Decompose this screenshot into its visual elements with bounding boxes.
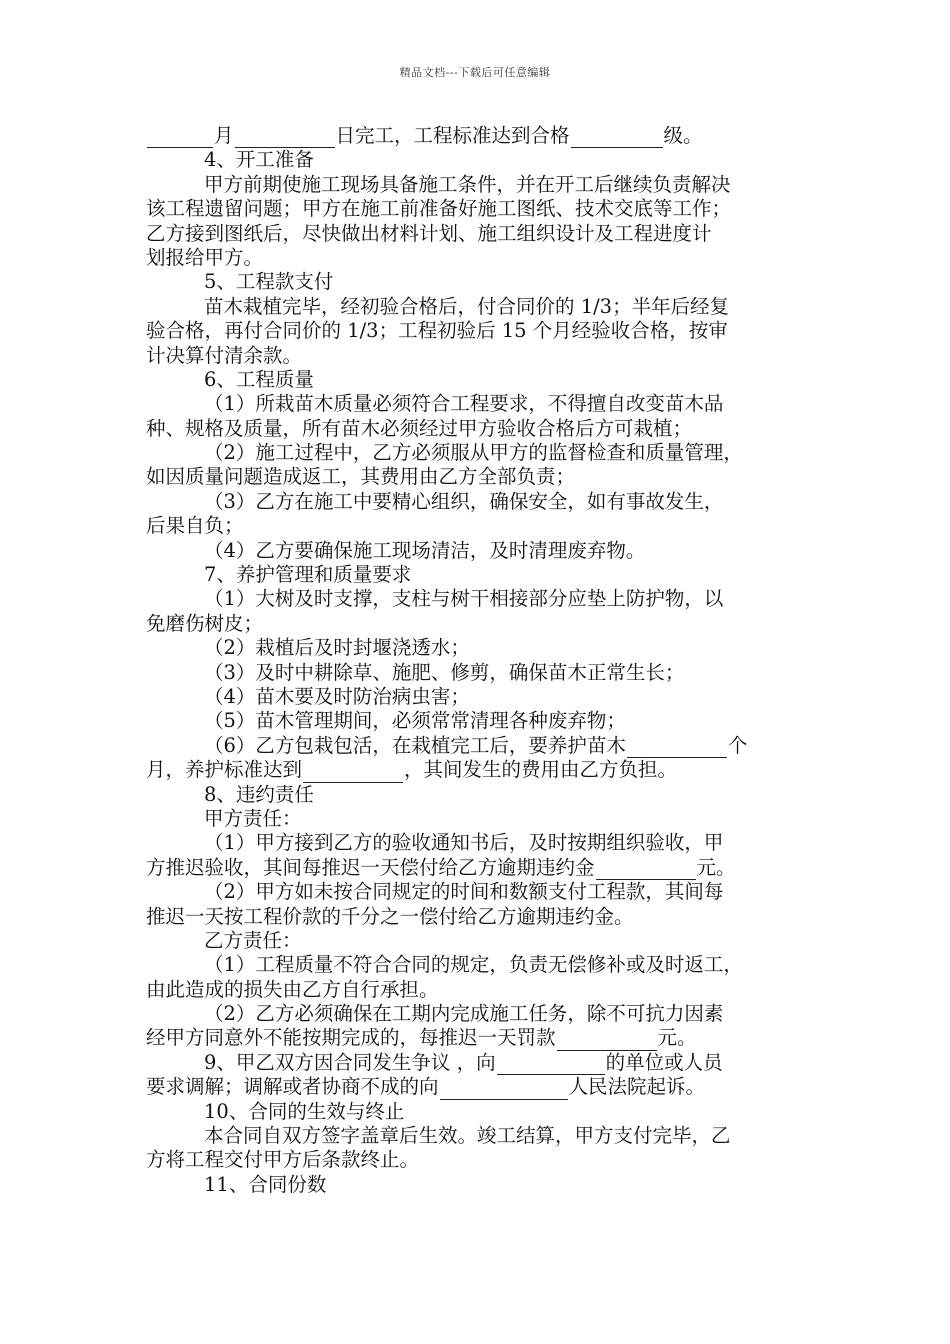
paragraph-line: （1）所栽苗木质量必须符合工程要求，不得擅自改变苗木品 xyxy=(204,392,724,416)
paragraph-line xyxy=(146,758,810,782)
paragraph-line: （1）甲方接到乙方的验收通知书后，及时按期组织验收，甲 xyxy=(204,831,724,855)
blank-field xyxy=(235,127,335,148)
paragraph-line: 乙方接到图纸后，尽快做出材料计划、施工组织设计及工程进度计 xyxy=(146,221,712,245)
text: 方推迟验收，其间每推迟一天偿付给乙方逾期违约金 xyxy=(146,855,595,879)
section-heading: 4、开工准备 xyxy=(204,148,314,172)
paragraph-line: 验合格，再付合同价的 1/3；工程初验后 15 个月经验收合格，按审 xyxy=(146,319,728,343)
paragraph-line: 甲方责任： xyxy=(204,806,302,830)
paragraph-line: 由此造成的损失由乙方自行承担。 xyxy=(146,977,439,1001)
blank-field xyxy=(557,1030,657,1051)
text: 级。 xyxy=(663,124,703,147)
blank-field xyxy=(571,127,663,148)
paragraph-line xyxy=(146,1026,810,1050)
paragraph-line: （5）苗木管理期间，必须常常清理各种废弃物； xyxy=(204,709,626,733)
section-heading: 8、违约责任 xyxy=(204,782,314,806)
paragraph-line: （1）工程质量不符合合同的规定，负责无偿修补或及时返工， xyxy=(204,953,743,977)
paragraph-line: 如因质量问题造成返工，其费用由乙方全部负责； xyxy=(146,465,576,489)
paragraph-line: 该工程遗留问题；甲方在施工前准备好施工图纸、技术交底等工作； xyxy=(146,197,732,221)
paragraph-line: （3）乙方在施工中要精心组织，确保安全，如有事故发生， xyxy=(204,489,724,513)
text: 日完工，工程标准达到合格 xyxy=(335,124,570,147)
section-heading: 10、合同的生效与终止 xyxy=(204,1099,405,1123)
blank-field xyxy=(497,1054,605,1075)
blank-field xyxy=(440,1079,568,1100)
paragraph-line: 免磨伤树皮； xyxy=(146,611,264,635)
paragraph-line: 划报给甲方。 xyxy=(146,245,264,269)
text: 月，养护标准达到 xyxy=(146,758,303,782)
text: 9、甲乙双方因合同发生争议 ，向 xyxy=(204,1050,496,1074)
blank-field xyxy=(596,859,696,880)
paragraph-line: 推迟一天按工程价款的千分之一偿付给乙方逾期违约金。 xyxy=(146,904,634,928)
text: 人民法院起诉。 xyxy=(568,1075,706,1099)
text: （6）乙方包栽包活，在栽植完工后，要养护苗木 xyxy=(204,733,626,757)
text: 的单位或人员 xyxy=(605,1050,723,1074)
paragraph-line: 本合同自双方签字盖章后生效。竣工结算，甲方支付完毕，乙 xyxy=(204,1124,731,1148)
page-header: 精品文档---下载后可任意编辑 xyxy=(399,66,551,79)
paragraph-line: （2）甲方如未按合同规定的时间和数额支付工程款，其间每 xyxy=(204,880,724,904)
text: 要求调解；调解或者协商不成的向 xyxy=(146,1075,439,1099)
paragraph-line: （2）乙方必须确保在工期内完成施工任务，除不可抗力因素 xyxy=(204,1002,724,1026)
text: 元。 xyxy=(657,1026,697,1050)
paragraph-line xyxy=(146,1075,810,1099)
blank-field xyxy=(627,737,727,758)
paragraph-line xyxy=(146,734,810,758)
paragraph-line: （4）苗木要及时防治病虫害； xyxy=(204,684,470,708)
section-heading: 6、工程质量 xyxy=(204,367,314,391)
text: 元。 xyxy=(696,855,736,879)
document-body xyxy=(146,124,810,1197)
paragraph-line: 种、规格及质量，所有苗木必须经过甲方验收合格后方可栽植； xyxy=(146,416,693,440)
section-heading: 11、合同份数 xyxy=(204,1172,327,1196)
paragraph-line: 方将工程交付甲方后条款终止。 xyxy=(146,1148,420,1172)
paragraph-line: 甲方前期使施工现场具备施工条件，并在开工后继续负责解决 xyxy=(204,172,731,196)
paragraph-line: （2）栽植后及时封堰浇透水； xyxy=(204,636,470,660)
paragraph-line: （3）及时中耕除草、施肥、修剪，确保苗木正常生长； xyxy=(204,660,685,684)
blank-field xyxy=(303,762,403,783)
paragraph-line: 苗木栽植完毕，经初验合格后，付合同价的 1/3；半年后经复 xyxy=(204,294,730,318)
text: 经甲方同意外不能按期完成的，每推迟一天罚款 xyxy=(146,1026,556,1050)
text: ，其间发生的费用由乙方负担。 xyxy=(404,758,678,782)
paragraph-line xyxy=(146,1051,810,1075)
paragraph-line: 后果自负； xyxy=(146,514,244,538)
section-heading: 7、养护管理和质量要求 xyxy=(204,563,412,587)
paragraph-line: （2）施工过程中，乙方必须服从甲方的监督检查和质量管理， xyxy=(204,441,743,465)
paragraph-line: （1）大树及时支撑，支柱与树干相接部分应垫上防护物，以 xyxy=(204,587,724,611)
paragraph-line: 计决算付清余款。 xyxy=(146,343,303,367)
text: 个 xyxy=(727,733,748,757)
blank-field xyxy=(147,127,213,148)
section-heading: 5、工程款支付 xyxy=(204,270,334,294)
paragraph-line: （4）乙方要确保施工现场清洁，及时清理废弃物。 xyxy=(204,538,646,562)
paragraph-line: 乙方责任： xyxy=(204,928,302,952)
paragraph-line xyxy=(146,856,810,880)
text: 月 xyxy=(214,124,234,147)
text-line xyxy=(146,124,810,148)
